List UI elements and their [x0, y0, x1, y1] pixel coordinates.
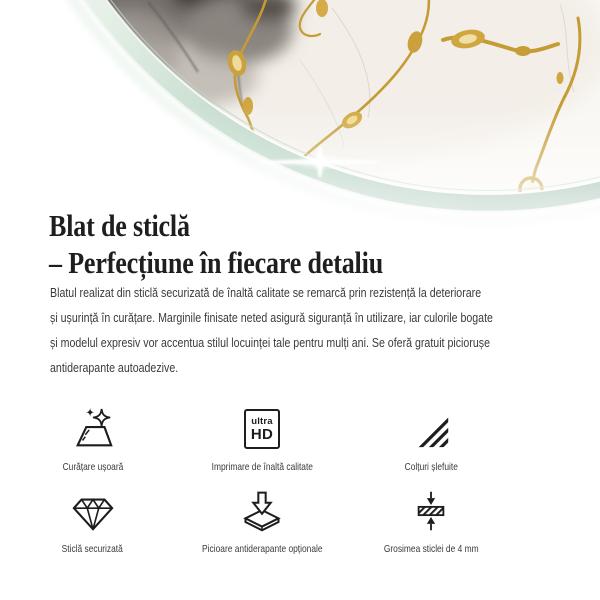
- intro-paragraph: [50, 281, 493, 381]
- intro-line: Blatul realizat din sticlă securizată de înaltă calitate se remarcă prin rezistență la deteriorare: [50, 286, 482, 300]
- page-title: [49, 207, 383, 281]
- intro-line: și modelul expresiv vor accentua stilul locuinței tale pentru mulți ani. Se oferă gratuit piciorușe: [50, 336, 490, 350]
- feature-glass-thickness: [347, 489, 516, 555]
- ultra-hd-icon-text-bottom: HD: [250, 425, 274, 443]
- diamond-icon: [70, 489, 116, 533]
- intro-line: antiderapante autoadezive.: [50, 361, 179, 375]
- feature-label: Sticlă securizată: [62, 543, 124, 555]
- feature-label: Grosimea sticlei de 4 mm: [383, 543, 479, 555]
- glass-thickness-icon: [408, 489, 454, 533]
- anti-slip-pad-icon: [239, 489, 285, 533]
- feature-polished-corners: [347, 407, 516, 473]
- intro-line: și ușurință în curățare. Marginile finisate neted asigură siguranță în utilizare, iar culorile bogate: [50, 311, 493, 325]
- feature-label: Colțuri șlefuite: [404, 461, 458, 473]
- feature-label: Curățare ușoară: [62, 461, 124, 473]
- page-title-line1: Blat de sticlă: [49, 208, 190, 243]
- polished-corners-icon: [408, 407, 454, 451]
- feature-print-quality: [177, 407, 346, 473]
- feature-anti-slip-feet: [177, 489, 346, 555]
- sparkle-clean-icon: [70, 407, 116, 451]
- feature-tempered-glass: [8, 489, 177, 555]
- ultra-hd-icon: [244, 407, 280, 451]
- feature-label: Picioare antiderapante opționale: [201, 543, 323, 555]
- ultra-hd-icon-text-top: ultra: [251, 415, 273, 427]
- feature-label: Imprimare de înaltă calitate: [211, 461, 313, 473]
- feature-easy-cleaning: [8, 407, 177, 473]
- features-grid: [8, 407, 516, 555]
- page-title-line2: – Perfecțiune în fiecare detaliu: [49, 245, 384, 280]
